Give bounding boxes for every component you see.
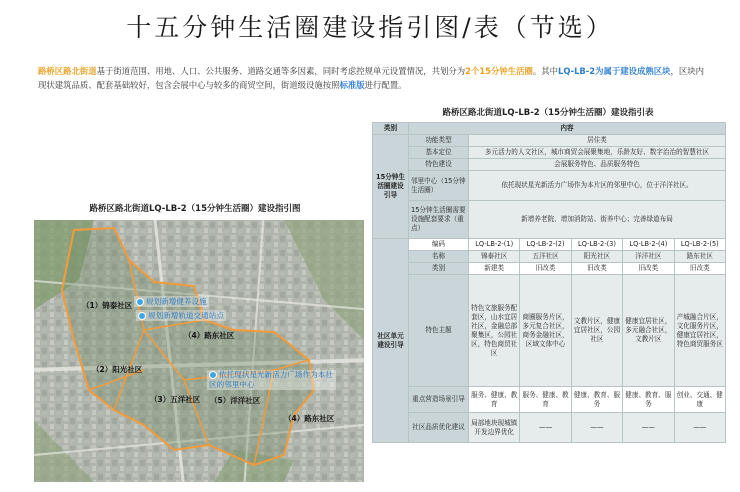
table-row: [373, 251, 726, 263]
intro-highlight: LQ-LB-2为属于建设成熟区块: [557, 66, 671, 76]
name-cell: 五洋社区: [520, 251, 571, 263]
table-title: 路桥区路北街道LQ-LB-2（15分钟生活圈）建设指引表: [442, 108, 654, 118]
unit-section-label: 社区单元建设引导: [373, 239, 409, 443]
scene-cell: 服务、健康、教育: [520, 387, 571, 413]
type-cell: 旧改类: [674, 263, 725, 275]
intro-highlight: 标准版: [339, 80, 365, 90]
row-label: 社区品质优化建议: [409, 413, 469, 443]
opt-cell: 局部地块现城镇开发边界优化: [469, 413, 520, 443]
community-label: （2）阳光社区: [92, 365, 143, 374]
theme-cell: 健康宜居社区，多元融合社区，文教片区: [623, 275, 674, 387]
intro-text: ，区块内现状建筑品质、配套基础较好，包含会展中心与较多的商贸空间，街道级设施按照: [38, 66, 704, 90]
row-label: 邻里中心（15分钟生活圈）: [409, 171, 469, 201]
table-row: [373, 275, 726, 387]
scene-cell: 健康、教育、服务: [571, 387, 622, 413]
row-value: 多元活力的人文社区，城市商贸会展聚集地，乐龄友好、数字治治的智慧社区: [469, 147, 726, 159]
callout-healthcare: [134, 296, 209, 307]
intro-text: 基于街道范围、用地、人口、公共服务、道路交通等多因素，同时考虑控规单元设置情况，共划分为: [96, 66, 466, 76]
theme-cell: 产城融合片区，文化服务片区，健康宜居社区，特色商贸服务区: [674, 275, 725, 387]
table-row: [373, 387, 726, 413]
row-label: 特色主题: [409, 275, 469, 387]
guide-table: [372, 122, 726, 443]
code-cell: LQ-LB-2-(5): [674, 239, 725, 251]
callout-neighborhood-center: [207, 370, 336, 390]
table-row: [373, 159, 726, 171]
intro-highlight: 2个15分钟生活圈: [465, 66, 533, 76]
row-label: 功能类型: [409, 135, 469, 147]
map-pin-icon: [138, 312, 146, 320]
callout-transit: [136, 310, 226, 321]
table-row: [373, 135, 726, 147]
name-cell: 洋洋社区: [623, 251, 674, 263]
table-row: [373, 171, 726, 201]
row-value: 会展服务特色、品质服务特色: [469, 159, 726, 171]
type-cell: 新建类: [469, 263, 520, 275]
row-label: 15分钟生活圈需要设施配套要求（重点）: [409, 201, 469, 239]
intro-text: 。其中: [532, 66, 558, 76]
community-label: （4）路东社区: [184, 331, 235, 340]
row-label: 编码: [409, 239, 469, 251]
table-row: [373, 239, 726, 251]
theme-cell: 特色文旅服务配套区，山水宜居社区，金融总部聚集区，公园社区，特色商贸社区: [469, 275, 520, 387]
row-label: 特色建设: [409, 159, 469, 171]
community-label: （1）锦泰社区: [82, 301, 133, 310]
type-cell: 旧改类: [571, 263, 622, 275]
type-cell: 旧改类: [623, 263, 674, 275]
scene-cell: 服务、健康、教育: [469, 387, 520, 413]
opt-cell: ——: [520, 413, 571, 443]
table-row: [373, 263, 726, 275]
callout-text: 依托现状星光新活力广场作为本社区的邻里中心: [209, 370, 333, 389]
row-value: 新增养老院、增加消防站、街养中心；完善绿道布局: [469, 201, 726, 239]
theme-cell: 文教片区，健康宜居社区，公园社区: [571, 275, 622, 387]
map-image: [34, 220, 364, 482]
row-label: 基本定位: [409, 147, 469, 159]
opt-cell: ——: [571, 413, 622, 443]
callout-text: 规划新增健养设施: [146, 297, 207, 306]
community-label: （3）五洋社区: [150, 395, 201, 404]
header-category: 类别: [373, 123, 409, 135]
map-caption: 路桥区路北街道LQ-LB-2（15分钟生活圈）建设指引图: [89, 204, 301, 214]
opt-cell: ——: [674, 413, 725, 443]
name-cell: 路东社区: [674, 251, 725, 263]
circle-section-label: 15分钟生活圈建设引导: [373, 135, 409, 239]
intro-paragraph: [38, 64, 708, 92]
header-content: 内容: [409, 123, 726, 135]
scene-cell: 创业、交通、健康: [674, 387, 725, 413]
row-value: 依托现状星光新活力广场作为本片区的邻里中心，位于洋洋社区。: [469, 171, 726, 201]
code-cell: LQ-LB-2-(1): [469, 239, 520, 251]
code-cell: LQ-LB-2-(3): [571, 239, 622, 251]
intro-text: 进行配置。: [364, 80, 407, 90]
scene-cell: 健康、教育、服务: [623, 387, 674, 413]
name-cell: 锦泰社区: [469, 251, 520, 263]
table-header-row: [373, 123, 726, 135]
community-label: （5）洋洋社区: [210, 396, 261, 405]
table-row: [373, 413, 726, 443]
map-pin-icon: [136, 298, 144, 306]
type-cell: 旧改类: [520, 263, 571, 275]
opt-cell: ——: [623, 413, 674, 443]
table-row: [373, 201, 726, 239]
map-pin-icon: [209, 371, 217, 379]
code-cell: LQ-LB-2-(4): [623, 239, 674, 251]
community-label: （4）路东社区: [284, 414, 335, 423]
row-value: 居住类: [469, 135, 726, 147]
theme-cell: 商圈服务片区，多元复合社区，商务金融社区，区域文体中心: [520, 275, 571, 387]
row-label: 类别: [409, 263, 469, 275]
table-row: [373, 147, 726, 159]
code-cell: LQ-LB-2-(2): [520, 239, 571, 251]
row-label: 名称: [409, 251, 469, 263]
callout-text: 规划新增轨道交通站点: [148, 311, 224, 320]
intro-highlight: 路桥区路北街道: [38, 66, 97, 76]
name-cell: 阳光社区: [571, 251, 622, 263]
row-label: 重点营造场景引导: [409, 387, 469, 413]
page-title: 十五分钟生活圈建设指引图/表（节选）: [126, 13, 614, 42]
district-map: [34, 220, 364, 482]
